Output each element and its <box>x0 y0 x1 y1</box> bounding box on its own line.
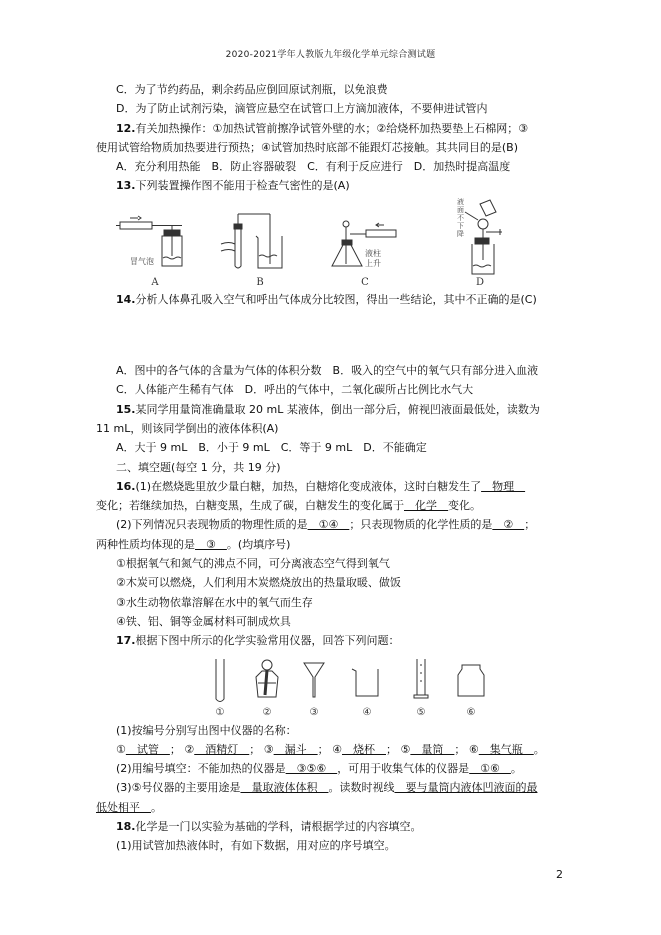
q13-number: 13. <box>116 179 136 193</box>
section-2-heading: 二、填空题(每空 1 分，共 19 分) <box>116 460 281 474</box>
q16-line-4 <box>96 535 574 554</box>
answer-funnel: 漏斗 <box>273 742 318 756</box>
q18-part-1: (1)用试管加热液体时，有如下数据，用对应的序号填空。 <box>116 839 396 853</box>
q17-2-text-b: ，可用于收集气体的仪器是 <box>337 762 470 776</box>
q16-text-d2: 。(均填序号) <box>226 537 291 551</box>
q17-3-answer-2: 要与量筒内液体凹液面的最 <box>394 781 538 795</box>
q16-text-b: 变化；若继续加热，白糖变黑，生成了碳，白糖发生的变化属于 <box>96 499 404 513</box>
note-d-2: 面 <box>457 205 464 214</box>
q12-options: A．充分利用热能 B．防止容器破裂 C．有利于反应进行 D．加热时提高温度 <box>116 160 511 174</box>
q17-text: 根据下图中所示的化学实验常用仪器，回答下列问题： <box>135 634 400 648</box>
q16-item-2: ②木炭可以燃烧，人们利用木炭燃烧放出的热量取暖、做饭 <box>116 576 401 590</box>
label-a: A <box>151 276 159 288</box>
question-18 <box>96 817 574 836</box>
q16-text-d1: 两种性质均体现的是 <box>96 537 195 551</box>
answer-test-tube: 试管 <box>125 742 170 756</box>
q17-part-3-cont <box>96 798 574 817</box>
beaker-icon <box>352 669 378 696</box>
note-column-1: 液柱 <box>365 248 381 258</box>
q15-options: A．大于 9 mL B．小于 9 mL C．等于 9 mL D．不能确定 <box>116 441 427 455</box>
q16-answer-4: ② <box>492 518 525 532</box>
q12-text-a: 有关加热操作：①加热试管前擦净试管外壁的水；②给烧杯加热要垫上石棉网；③ <box>135 121 529 135</box>
option-c-prev: C．为了节约药品，剩余药品应倒回原试剂瓶，以免浪费 <box>116 83 388 96</box>
figure-17-instruments <box>96 651 574 721</box>
q17-2-answer-2: ①⑥ <box>469 762 511 776</box>
q17-part-3 <box>96 778 574 797</box>
figure-13-apparatus <box>96 196 574 290</box>
question-17 <box>96 631 574 650</box>
q16-text-a: (1)在燃烧匙里放少量白糖，加热，白糖熔化变成液体，这时白糖发生了 <box>135 479 482 493</box>
num-4: ④ <box>332 742 342 756</box>
end: 。 <box>533 742 545 756</box>
q14-options-cd: C．人体能产生稀有气体 D．呼出的气体中，二氧化碳所占比例比水气大 <box>116 383 474 397</box>
q14-number: 14. <box>116 292 136 306</box>
q16-answer-5: ③ <box>195 537 227 551</box>
q15-text-b: 11 mL，则该同学倒出的液体体积(A) <box>96 421 279 435</box>
q17-3-answer-1: 量取液体体积 <box>240 781 329 795</box>
q13-text: 下列装置操作图不能用于检查气密性的是(A) <box>135 179 350 193</box>
note-d-4: 下 <box>457 221 464 230</box>
num-1: ① <box>116 742 126 756</box>
q16-number: 16. <box>116 479 136 493</box>
q17-names-line <box>96 740 574 759</box>
q16-text-c2: ；只表现物质的化学性质的是 <box>349 518 493 532</box>
q16-answer-2: 化学 <box>404 499 448 513</box>
label-c: C <box>361 276 369 288</box>
q17-part-1: (1)按编号分别写出图中仪器的名称： <box>116 723 297 737</box>
figure-13-svg <box>110 196 550 290</box>
q16-text-c3: ； <box>524 518 536 532</box>
test-tube-icon <box>216 659 224 702</box>
page-number: 2 <box>556 868 563 881</box>
num-5: ⑤ <box>400 742 411 756</box>
page-header: 2020-2021学年人教版九年级化学单元综合测试题 <box>225 50 436 60</box>
q17-3-text-a: (3)⑤号仪器的主要用途是 <box>116 781 241 795</box>
q17-part-2 <box>96 759 574 778</box>
alcohol-lamp-icon <box>256 660 278 697</box>
q15-number: 15. <box>116 402 136 416</box>
q16-text-b2: 变化。 <box>448 499 481 513</box>
q17-3-text-b: 。读数时视线 <box>328 781 395 795</box>
q15-text-a: 某同学用量筒准确量取 20 mL 某液体，倒出一部分后，俯视凹液面最低处，读数为 <box>135 402 540 416</box>
figure-17-svg <box>196 651 496 721</box>
num-6: ⑥ <box>468 742 479 756</box>
apparatus-c <box>332 221 396 266</box>
q17-3-answer-3: 低处相平 <box>96 800 151 814</box>
label-4: ④ <box>362 706 372 718</box>
label-5: ⑤ <box>416 706 426 718</box>
q17-2-text-a: (2)用编号填空：不能加热的仪器是 <box>116 762 286 776</box>
q16-line-2 <box>96 496 574 515</box>
q17-3-text-c: 。 <box>151 800 162 814</box>
apparatus-b <box>221 214 282 268</box>
note-d-3: 不 <box>457 213 464 222</box>
gas-jar-icon <box>458 665 484 696</box>
num-2: ② <box>184 742 195 756</box>
question-12 <box>96 119 574 138</box>
q14-text: 分析人体鼻孔吸入空气和呼出气体成分比较图，得出一些结论，其中不正确的是(C) <box>135 292 537 306</box>
sep: ； <box>386 742 397 756</box>
q16-item-1: ①根据氧气和氮气的沸点不同，可分离液态空气得到氧气 <box>116 557 390 571</box>
sep: ； <box>249 742 261 756</box>
apparatus-d <box>465 200 502 274</box>
q17-2-text-c: 。 <box>510 762 522 776</box>
num-3: ③ <box>263 742 274 756</box>
label-d: D <box>475 276 485 288</box>
q16-item-4: ④铁、铝、铜等金属材料可制成炊具 <box>116 614 291 628</box>
answer-cylinder: 量筒 <box>410 742 455 756</box>
q18-number: 18. <box>116 820 136 834</box>
q17-number: 17. <box>116 634 136 648</box>
note-bubbles: 冒气泡 <box>130 256 154 266</box>
question-16 <box>96 477 574 496</box>
figure-14-placeholder <box>96 309 574 361</box>
option-d-prev: D．为了防止试剂污染，滴管应悬空在试管口上方滴加液体，不要伸进试管内 <box>116 102 488 116</box>
answer-beaker: 烧杯 <box>342 742 386 756</box>
q14-options-ab: A．图中的各气体的含量为气体的体积分数 B．吸入的空气中的氧气只有部分进入血液 <box>116 364 539 378</box>
label-3: ③ <box>309 706 319 718</box>
label-6: ⑥ <box>466 706 476 718</box>
funnel-icon <box>304 663 324 697</box>
q12-text-b: 使用试管给物质加热要进行预热；④试管加热时底部不能跟灯芯接触。其共同目的是(B) <box>96 140 518 154</box>
question-15 <box>96 400 574 419</box>
graduated-cylinder-icon <box>414 659 428 698</box>
label-2: ② <box>262 706 272 718</box>
sep: ； <box>454 742 466 756</box>
question-13 <box>96 176 574 195</box>
sep: ； <box>169 742 181 756</box>
note-d-5: 降 <box>457 229 464 238</box>
document-body <box>96 80 574 856</box>
sep: ； <box>317 742 329 756</box>
q16-item-3: ③水生动物依靠溶解在水中的氧气而生存 <box>116 595 313 609</box>
label-b: B <box>256 276 264 288</box>
answer-gas-jar: 集气瓶 <box>478 742 534 756</box>
q16-text-c1: (2)下列情况只表现物质的物理性质的是 <box>116 518 308 532</box>
label-1: ① <box>215 706 225 718</box>
q16-answer-3: ①④ <box>307 518 350 532</box>
answer-alcohol-lamp: 酒精灯 <box>194 742 250 756</box>
note-d-1: 液 <box>457 197 464 206</box>
q16-answer-1: 物理 <box>481 479 526 493</box>
question-14 <box>96 290 574 309</box>
q12-number: 12. <box>116 121 136 135</box>
note-column-2: 上升 <box>365 258 381 268</box>
q18-text: 化学是一门以实验为基础的学科，请根据学过的内容填空。 <box>135 820 422 834</box>
q16-line-3 <box>96 515 574 534</box>
q17-2-answer-1: ③⑤⑥ <box>285 762 338 776</box>
